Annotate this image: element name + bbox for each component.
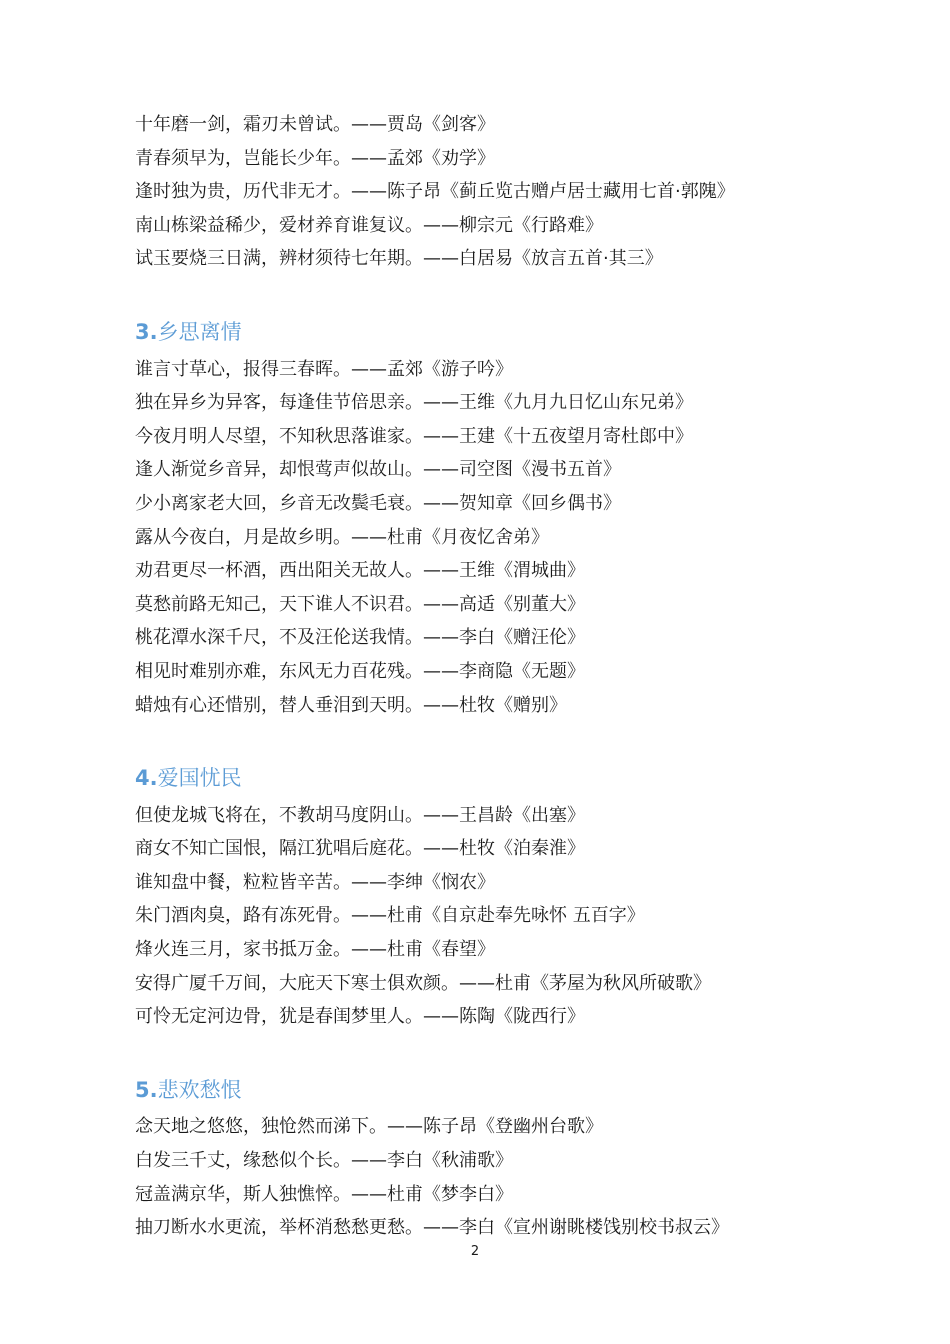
page-content: [135, 108, 835, 1245]
poem-line: 青春须早为，岂能长少年。——孟郊《劝学》: [135, 147, 495, 169]
page-number: 2: [470, 1244, 480, 1259]
poem-line: 谁言寸草心，报得三春晖。——孟郊《游子吟》: [135, 358, 513, 380]
section-heading: [135, 762, 835, 796]
poem-line: 朱门酒肉臭，路有冻死骨。——杜甫《自京赴奉先咏怀 五百字》: [135, 905, 645, 927]
poem-line: 烽火连三月，家书抵万金。——杜甫《春望》: [135, 939, 495, 961]
section-heading: [135, 316, 835, 350]
poem-line: 露从今夜白，月是故乡明。——杜甫《月夜忆舍弟》: [135, 526, 549, 548]
section-number: 5.: [135, 1077, 158, 1102]
poem-line: 少小离家老大回，乡音无改鬓毛衰。——贺知章《回乡偶书》: [135, 492, 621, 514]
poem-line: 莫愁前路无知己，天下谁人不识君。——高适《别董大》: [135, 593, 585, 615]
section-title: 爱国忧民: [157, 766, 242, 791]
poem-line: 劝君更尽一杯酒，西出阳关无故人。——王维《渭城曲》: [135, 560, 585, 582]
poem-line: 但使龙城飞将在，不教胡马度阴山。——王昌龄《出塞》: [135, 804, 585, 826]
poem-line: 十年磨一剑，霜刃未曾试。——贾岛《剑客》: [135, 114, 495, 135]
poem-line: 逢时独为贵，历代非无才。——陈子昂《蓟丘览古赠卢居士藏用七首·郭隗》: [135, 181, 735, 203]
section-sorrow: [135, 1074, 835, 1245]
poem-line: 相见时难别亦难，东风无力百花残。——李商隐《无题》: [135, 660, 585, 682]
poem-line: 冠盖满京华，斯人独憔悴。——杜甫《梦李白》: [135, 1183, 513, 1205]
poem-line: 抽刀断水水更流，举杯消愁愁更愁。——李白《宣州谢眺楼饯别校书叔云》: [135, 1217, 729, 1239]
section-title: 乡思离情: [157, 319, 242, 344]
poem-line: 安得广厦千万间，大庇天下寒士俱欢颜。——杜甫《茅屋为秋风所破歌》: [135, 972, 711, 994]
poem-line: 谁知盘中餐，粒粒皆辛苦。——李绅《悯农》: [135, 871, 495, 893]
poem-line: 逢人渐觉乡音异，却恨莺声似故山。——司空图《漫书五首》: [135, 459, 621, 481]
poem-line: 今夜月明人尽望，不知秋思落谁家。——王建《十五夜望月寄杜郎中》: [135, 425, 693, 447]
poem-line: 商女不知亡国恨，隔江犹唱后庭花。——杜牧《泊秦淮》: [135, 838, 585, 860]
poem-line: 白发三千丈，缘愁似个长。——李白《秋浦歌》: [135, 1150, 513, 1172]
poem-line: 可怜无定河边骨，犹是春闺梦里人。——陈陶《陇西行》: [135, 1006, 585, 1028]
section-patriotism: [135, 762, 835, 1034]
section-title: 悲欢愁恨: [157, 1077, 242, 1102]
poem-line: 蜡烛有心还惜别，替人垂泪到天明。——杜牧《赠别》: [135, 694, 567, 716]
section-number: 4.: [135, 766, 158, 791]
poem-line: 南山栋梁益稀少，爱材养育谁复议。——柳宗元《行路难》: [135, 214, 603, 236]
poem-line: 独在异乡为异客，每逢佳节倍思亲。——王维《九月九日忆山东兄弟》: [135, 392, 693, 414]
section-heading: [135, 1074, 835, 1108]
poem-line: 试玉要烧三日满，辨材须待七年期。——白居易《放言五首·其三》: [135, 248, 663, 270]
intro-block: [135, 108, 835, 276]
section-number: 3.: [135, 319, 158, 344]
poem-line: 念天地之悠悠，独怆然而涕下。——陈子昂《登幽州台歌》: [135, 1116, 603, 1138]
poem-line: 桃花潭水深千尺，不及汪伦送我情。——李白《赠汪伦》: [135, 627, 585, 649]
section-homesickness: [135, 316, 835, 722]
